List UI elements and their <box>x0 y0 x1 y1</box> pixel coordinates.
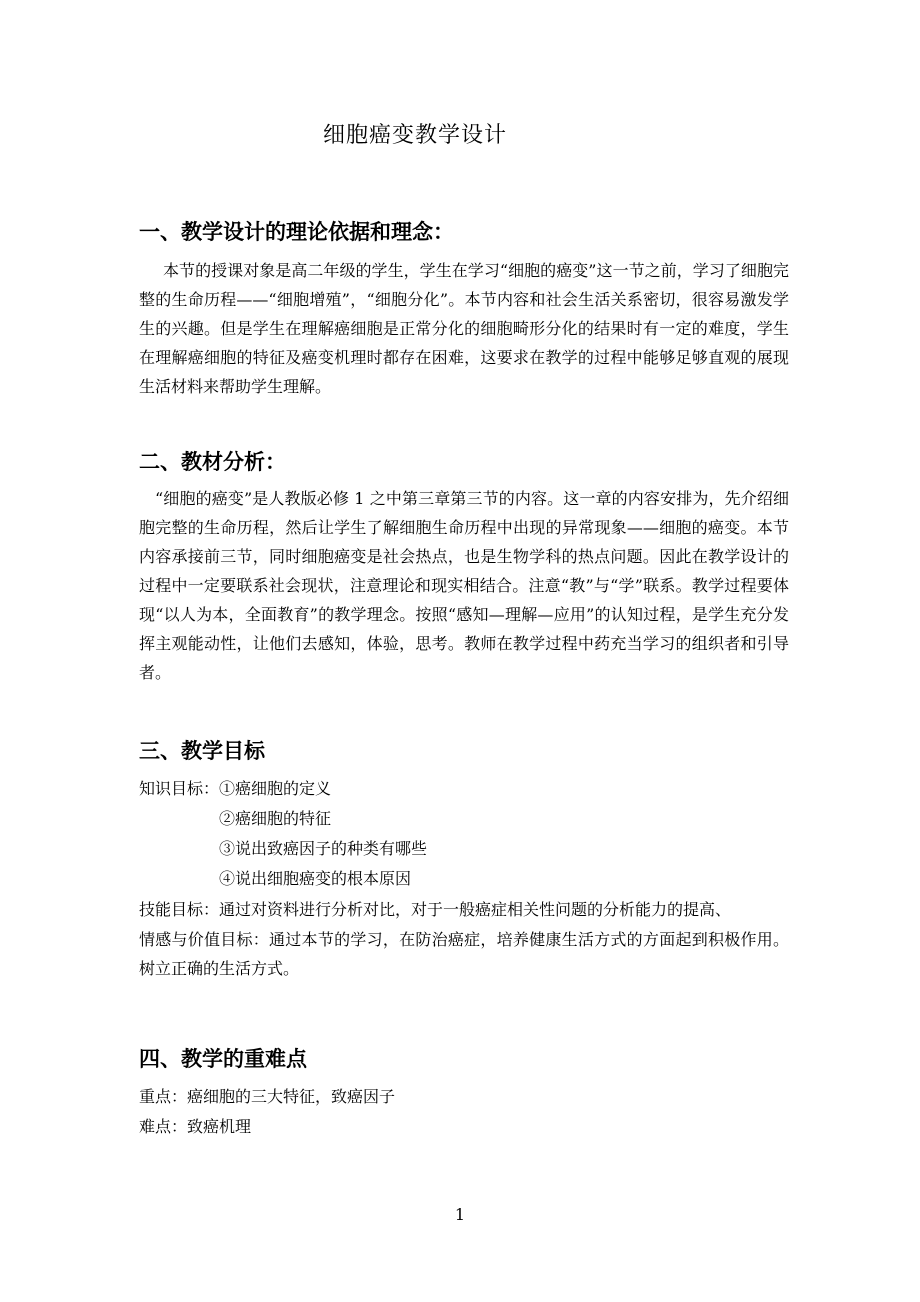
page-number: 1 <box>454 1205 466 1224</box>
emotion-goal: 情感与价值目标：通过本节的学习，在防治癌症，培养健康生活方式的方面起到积极作用。树立正确的生活方式。 <box>139 930 789 978</box>
section2-heading: 二、教材分析： <box>139 450 286 474</box>
key-point: 重点：癌细胞的三大特征，致癌因子 <box>139 1087 396 1106</box>
knowledge-label: 知识目标： <box>139 779 220 798</box>
difficult-point: 难点：致癌机理 <box>139 1117 252 1136</box>
knowledge-item-3: ③说出致癌因子的种类有哪些 <box>219 839 428 858</box>
knowledge-item-4: ④说出细胞癌变的根本原因 <box>219 869 412 888</box>
knowledge-item-1: ①癌细胞的定义 <box>219 779 332 798</box>
section1-body: 本节的授课对象是高二年级的学生，学生在学习“细胞的癌变”这一节之前，学习了细胞完整的生命历程——“细胞增殖”，“细胞分化”。本节内容和社会生活关系密切，很容易激发学生的兴趣。但是学生在理解癌细胞是正常分化的细胞畸形分化的结果时有一定的难度，学生在理解癌细胞的特征及癌变机理时都存在困难，这要求在教学的过程中能够足够直观的展现生活材料来帮助学生理解。 <box>139 261 789 396</box>
section2-body: “细胞的癌变”是人教版必修 1 之中第三章第三节的内容。这一章的内容安排为，先介绍细胞完整的生命历程，然后让学生了解细胞生命历程中出现的异常现象——细胞的癌变。本节内容承接前三节，同时细胞癌变是社会热点，也是生物学科的热点问题。因此在教学设计的过程中一定要联系社会现状，注意理论和现实相结合。注意“教”与“学”联系。教学过程要体现“以人为本，全面教育”的教学理念。按照“感知—理解—应用”的认知过程，是学生充分发挥主观能动性，让他们去感知，体验，思考。教师在教学过程中药充当学习的组织者和引导者。 <box>139 489 789 682</box>
section3-heading: 三、教学目标 <box>139 739 265 763</box>
section1-heading: 一、教学设计的理论依据和理念： <box>139 220 454 244</box>
knowledge-item-2: ②癌细胞的特征 <box>219 809 332 828</box>
skill-goal: 技能目标：通过对资料进行分析对比，对于一般癌症相关性问题的分析能力的提高、 <box>139 900 732 919</box>
section4-heading: 四、教学的重难点 <box>139 1047 307 1071</box>
document-title: 细胞癌变教学设计 <box>322 123 507 148</box>
